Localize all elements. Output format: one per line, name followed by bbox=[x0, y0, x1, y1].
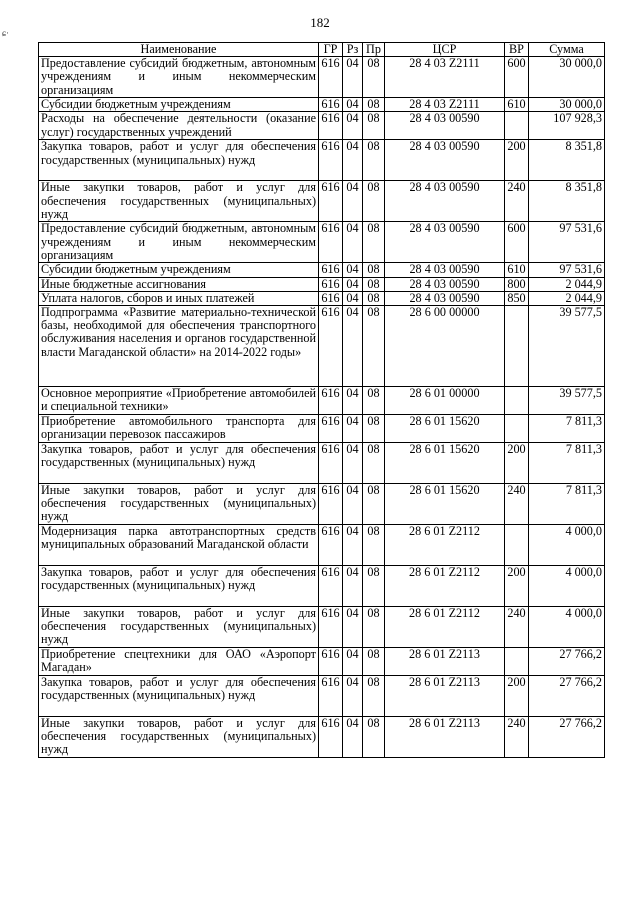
header-gr: ГР bbox=[319, 43, 343, 57]
cell-sum: 4 000,0 bbox=[529, 525, 605, 566]
cell-rz: 04 bbox=[343, 277, 363, 291]
cell-vr: 200 bbox=[505, 443, 529, 484]
cell-gr: 616 bbox=[319, 140, 343, 181]
cell-rz: 04 bbox=[343, 566, 363, 607]
cell-sum: 7 811,3 bbox=[529, 443, 605, 484]
cell-gr: 616 bbox=[319, 277, 343, 291]
cell-csr: 28 6 00 00000 bbox=[385, 306, 505, 387]
cell-gr: 616 bbox=[319, 306, 343, 387]
cell-pr: 08 bbox=[363, 181, 385, 222]
cell-vr bbox=[505, 306, 529, 387]
cell-sum: 4 000,0 bbox=[529, 607, 605, 648]
cell-rz: 04 bbox=[343, 443, 363, 484]
margin-mark: ɕ· bbox=[2, 28, 9, 38]
page-number: 182 bbox=[310, 15, 330, 30]
cell-csr: 28 4 03 00590 bbox=[385, 181, 505, 222]
cell-name: Подпрограмма «Развитие материально-технической базы, необходимой для обеспечения транспортного обслуживания населения и органов государственной власти Магаданской области» на 2014-2022 годы» bbox=[39, 306, 319, 387]
cell-sum: 39 577,5 bbox=[529, 387, 605, 415]
cell-rz: 04 bbox=[343, 181, 363, 222]
cell-pr: 08 bbox=[363, 676, 385, 717]
cell-rz: 04 bbox=[343, 484, 363, 525]
cell-csr: 28 6 01 15620 bbox=[385, 443, 505, 484]
cell-sum: 27 766,2 bbox=[529, 676, 605, 717]
cell-sum: 7 811,3 bbox=[529, 415, 605, 443]
table-row bbox=[39, 443, 605, 484]
cell-gr: 616 bbox=[319, 291, 343, 305]
cell-rz: 04 bbox=[343, 98, 363, 112]
cell-csr: 28 4 03 00590 bbox=[385, 112, 505, 140]
cell-gr: 616 bbox=[319, 443, 343, 484]
cell-sum: 107 928,3 bbox=[529, 112, 605, 140]
cell-name: Закупка товаров, работ и услуг для обеспечения государственных (муниципальных) нужд bbox=[39, 566, 319, 607]
cell-sum: 97 531,6 bbox=[529, 222, 605, 263]
cell-name: Приобретение спецтехники для ОАО «Аэропорт Магадан» bbox=[39, 648, 319, 676]
cell-vr: 800 bbox=[505, 277, 529, 291]
cell-name: Предоставление субсидий бюджетным, автономным учреждениям и иным некоммерческим организациям bbox=[39, 222, 319, 263]
cell-gr: 616 bbox=[319, 415, 343, 443]
cell-name: Модернизация парка автотранспортных средств муниципальных образований Магаданской области bbox=[39, 525, 319, 566]
cell-sum: 27 766,2 bbox=[529, 648, 605, 676]
cell-name: Закупка товаров, работ и услуг для обеспечения государственных (муниципальных) нужд bbox=[39, 676, 319, 717]
cell-rz: 04 bbox=[343, 525, 363, 566]
cell-csr: 28 4 03 00590 bbox=[385, 222, 505, 263]
cell-vr: 200 bbox=[505, 676, 529, 717]
cell-csr: 28 4 03 Z2111 bbox=[385, 57, 505, 98]
cell-csr: 28 6 01 15620 bbox=[385, 415, 505, 443]
cell-gr: 616 bbox=[319, 525, 343, 566]
cell-name: Субсидии бюджетным учреждениям bbox=[39, 98, 319, 112]
table-row bbox=[39, 387, 605, 415]
cell-name: Субсидии бюджетным учреждениям bbox=[39, 263, 319, 277]
cell-name: Расходы на обеспечение деятельности (оказание услуг) государственных учреждений bbox=[39, 112, 319, 140]
cell-name: Иные бюджетные ассигнования bbox=[39, 277, 319, 291]
cell-vr: 240 bbox=[505, 717, 529, 758]
header-rz: Рз bbox=[343, 43, 363, 57]
cell-vr: 610 bbox=[505, 263, 529, 277]
cell-csr: 28 6 01 Z2113 bbox=[385, 648, 505, 676]
cell-gr: 616 bbox=[319, 263, 343, 277]
cell-gr: 616 bbox=[319, 112, 343, 140]
cell-sum: 30 000,0 bbox=[529, 98, 605, 112]
table-header-row bbox=[39, 43, 605, 57]
cell-rz: 04 bbox=[343, 607, 363, 648]
table-row bbox=[39, 181, 605, 222]
cell-csr: 28 4 03 00590 bbox=[385, 277, 505, 291]
cell-name: Иные закупки товаров, работ и услуг для обеспечения государственных (муниципальных) нужд bbox=[39, 607, 319, 648]
table-row bbox=[39, 57, 605, 98]
table-row bbox=[39, 277, 605, 291]
cell-csr: 28 4 03 00590 bbox=[385, 263, 505, 277]
table-row bbox=[39, 648, 605, 676]
cell-name: Приобретение автомобильного транспорта для организации перевозок пассажиров bbox=[39, 415, 319, 443]
cell-rz: 04 bbox=[343, 112, 363, 140]
cell-name: Иные закупки товаров, работ и услуг для обеспечения государственных (муниципальных) нужд bbox=[39, 484, 319, 525]
cell-rz: 04 bbox=[343, 140, 363, 181]
cell-csr: 28 6 01 Z2112 bbox=[385, 566, 505, 607]
cell-vr: 200 bbox=[505, 140, 529, 181]
cell-csr: 28 6 01 Z2112 bbox=[385, 525, 505, 566]
cell-sum: 30 000,0 bbox=[529, 57, 605, 98]
table-row bbox=[39, 525, 605, 566]
cell-vr: 200 bbox=[505, 566, 529, 607]
cell-vr: 610 bbox=[505, 98, 529, 112]
cell-pr: 08 bbox=[363, 140, 385, 181]
cell-name: Закупка товаров, работ и услуг для обеспечения государственных (муниципальных) нужд bbox=[39, 140, 319, 181]
table-row bbox=[39, 566, 605, 607]
table-row bbox=[39, 306, 605, 387]
cell-rz: 04 bbox=[343, 676, 363, 717]
cell-sum: 8 351,8 bbox=[529, 140, 605, 181]
cell-pr: 08 bbox=[363, 98, 385, 112]
cell-csr: 28 4 03 00590 bbox=[385, 291, 505, 305]
table-row bbox=[39, 140, 605, 181]
cell-pr: 08 bbox=[363, 291, 385, 305]
cell-pr: 08 bbox=[363, 387, 385, 415]
header-name: Наименование bbox=[39, 43, 319, 57]
table-row bbox=[39, 607, 605, 648]
cell-gr: 616 bbox=[319, 648, 343, 676]
cell-sum: 7 811,3 bbox=[529, 484, 605, 525]
cell-sum: 97 531,6 bbox=[529, 263, 605, 277]
cell-rz: 04 bbox=[343, 648, 363, 676]
cell-sum: 4 000,0 bbox=[529, 566, 605, 607]
cell-gr: 616 bbox=[319, 566, 343, 607]
header-vr: ВР bbox=[505, 43, 529, 57]
cell-rz: 04 bbox=[343, 717, 363, 758]
cell-pr: 08 bbox=[363, 607, 385, 648]
cell-vr: 600 bbox=[505, 57, 529, 98]
cell-pr: 08 bbox=[363, 648, 385, 676]
cell-csr: 28 6 01 15620 bbox=[385, 484, 505, 525]
budget-table bbox=[38, 42, 605, 758]
cell-vr bbox=[505, 415, 529, 443]
header-sum: Сумма bbox=[529, 43, 605, 57]
cell-vr: 240 bbox=[505, 484, 529, 525]
table-row bbox=[39, 98, 605, 112]
cell-pr: 08 bbox=[363, 566, 385, 607]
cell-csr: 28 6 01 00000 bbox=[385, 387, 505, 415]
cell-gr: 616 bbox=[319, 607, 343, 648]
cell-name: Иные закупки товаров, работ и услуг для обеспечения государственных (муниципальных) нужд bbox=[39, 181, 319, 222]
table-row bbox=[39, 222, 605, 263]
cell-pr: 08 bbox=[363, 415, 385, 443]
cell-pr: 08 bbox=[363, 717, 385, 758]
cell-csr: 28 4 03 00590 bbox=[385, 140, 505, 181]
cell-name: Предоставление субсидий бюджетным, автономным учреждениям и иным некоммерческим организациям bbox=[39, 57, 319, 98]
cell-pr: 08 bbox=[363, 277, 385, 291]
cell-rz: 04 bbox=[343, 387, 363, 415]
cell-rz: 04 bbox=[343, 57, 363, 98]
cell-sum: 39 577,5 bbox=[529, 306, 605, 387]
cell-vr: 240 bbox=[505, 607, 529, 648]
cell-pr: 08 bbox=[363, 222, 385, 263]
cell-pr: 08 bbox=[363, 484, 385, 525]
cell-pr: 08 bbox=[363, 525, 385, 566]
header-csr: ЦСР bbox=[385, 43, 505, 57]
cell-vr: 850 bbox=[505, 291, 529, 305]
cell-pr: 08 bbox=[363, 112, 385, 140]
cell-sum: 2 044,9 bbox=[529, 291, 605, 305]
cell-vr bbox=[505, 648, 529, 676]
cell-gr: 616 bbox=[319, 676, 343, 717]
cell-gr: 616 bbox=[319, 222, 343, 263]
cell-name: Закупка товаров, работ и услуг для обеспечения государственных (муниципальных) нужд bbox=[39, 443, 319, 484]
table-row bbox=[39, 112, 605, 140]
cell-csr: 28 6 01 Z2113 bbox=[385, 717, 505, 758]
cell-rz: 04 bbox=[343, 263, 363, 277]
cell-vr: 240 bbox=[505, 181, 529, 222]
cell-vr bbox=[505, 387, 529, 415]
cell-sum: 8 351,8 bbox=[529, 181, 605, 222]
cell-rz: 04 bbox=[343, 222, 363, 263]
cell-rz: 04 bbox=[343, 291, 363, 305]
cell-gr: 616 bbox=[319, 98, 343, 112]
cell-rz: 04 bbox=[343, 306, 363, 387]
cell-csr: 28 6 01 Z2113 bbox=[385, 676, 505, 717]
cell-csr: 28 4 03 Z2111 bbox=[385, 98, 505, 112]
cell-vr: 600 bbox=[505, 222, 529, 263]
cell-rz: 04 bbox=[343, 415, 363, 443]
cell-name: Уплата налогов, сборов и иных платежей bbox=[39, 291, 319, 305]
cell-csr: 28 6 01 Z2112 bbox=[385, 607, 505, 648]
cell-vr bbox=[505, 112, 529, 140]
table-row bbox=[39, 676, 605, 717]
cell-pr: 08 bbox=[363, 443, 385, 484]
table-body bbox=[39, 57, 605, 758]
cell-name: Основное мероприятие «Приобретение автомобилей и специальной техники» bbox=[39, 387, 319, 415]
cell-gr: 616 bbox=[319, 181, 343, 222]
cell-name: Иные закупки товаров, работ и услуг для обеспечения государственных (муниципальных) нужд bbox=[39, 717, 319, 758]
table-row bbox=[39, 717, 605, 758]
table-row bbox=[39, 484, 605, 525]
cell-gr: 616 bbox=[319, 387, 343, 415]
cell-sum: 27 766,2 bbox=[529, 717, 605, 758]
cell-gr: 616 bbox=[319, 717, 343, 758]
cell-pr: 08 bbox=[363, 263, 385, 277]
table-row bbox=[39, 415, 605, 443]
cell-sum: 2 044,9 bbox=[529, 277, 605, 291]
cell-pr: 08 bbox=[363, 306, 385, 387]
table-row bbox=[39, 263, 605, 277]
cell-gr: 616 bbox=[319, 484, 343, 525]
cell-pr: 08 bbox=[363, 57, 385, 98]
table-row bbox=[39, 291, 605, 305]
header-pr: Пр bbox=[363, 43, 385, 57]
cell-vr bbox=[505, 525, 529, 566]
cell-gr: 616 bbox=[319, 57, 343, 98]
